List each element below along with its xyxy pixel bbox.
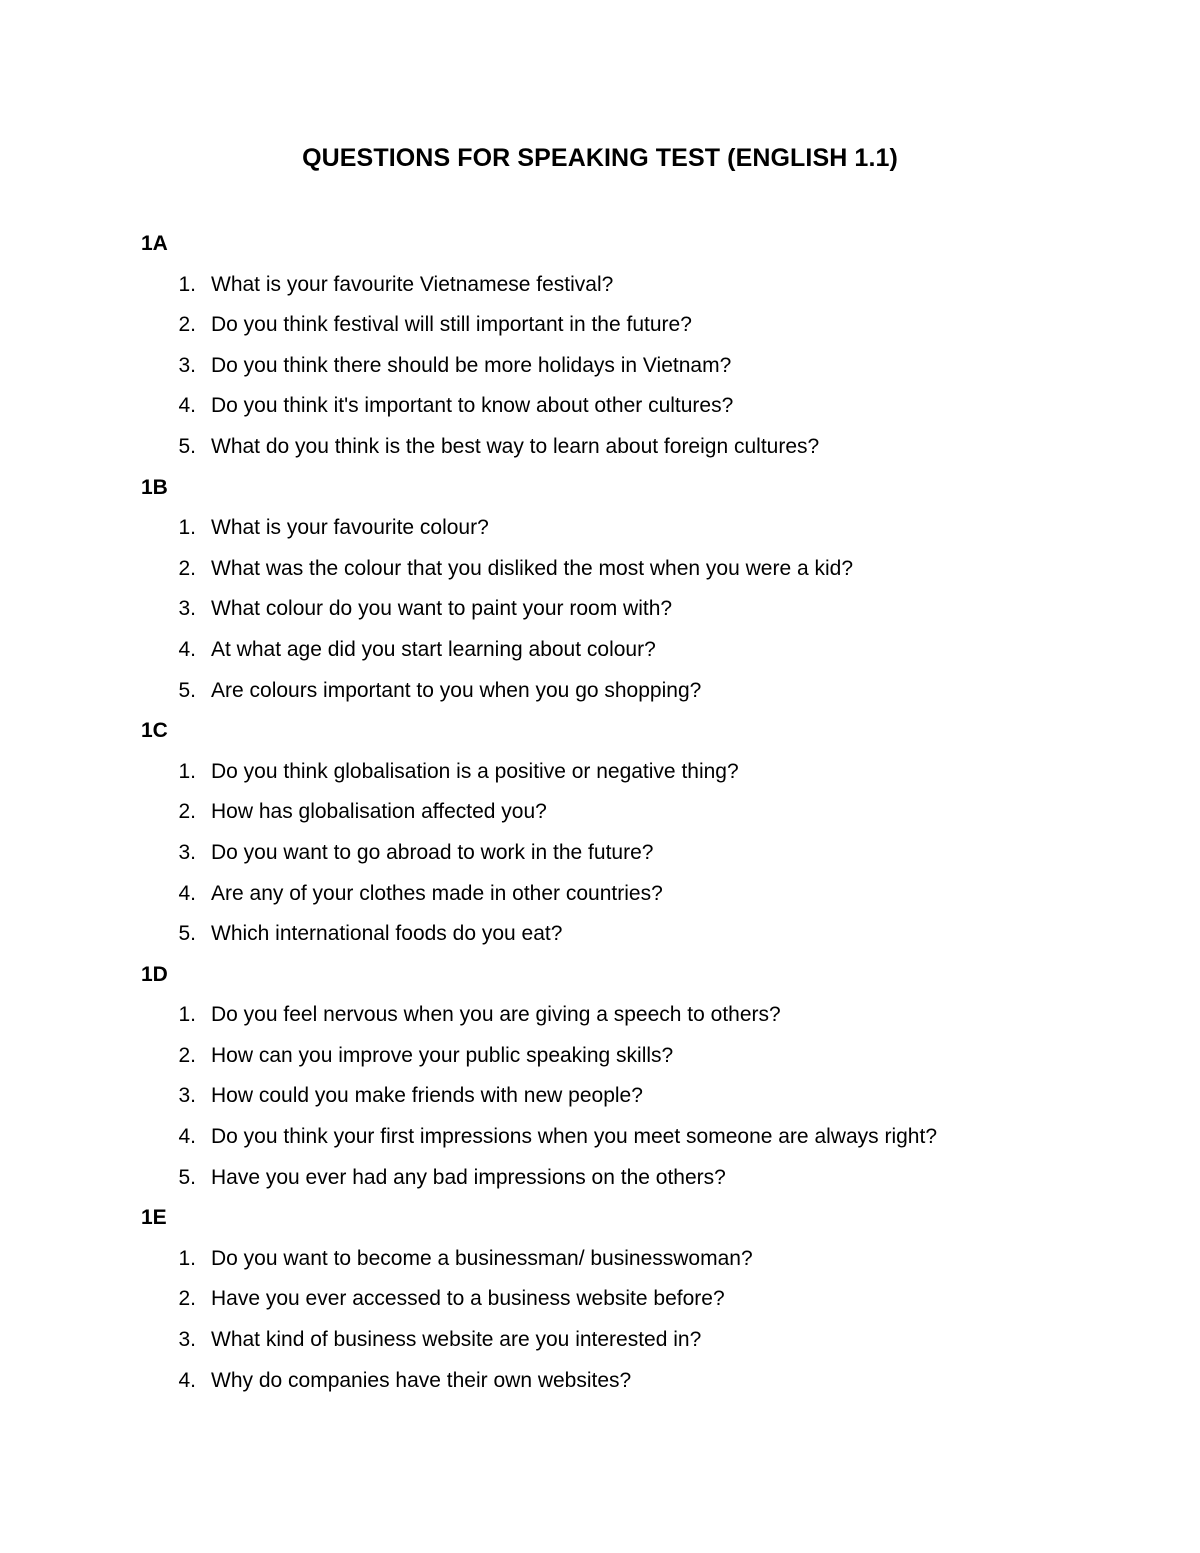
question-sections	[0, 228, 1200, 1405]
question-item	[0, 999, 1200, 1040]
section-heading: 1C	[141, 719, 168, 743]
question-number: 3.	[178, 1328, 196, 1352]
question-number: 4.	[178, 881, 196, 905]
question-item	[0, 1365, 1200, 1406]
question-text: Do you want to go abroad to work in the future?	[211, 840, 654, 864]
question-text: Do you think your first impressions when you meet someone are always right?	[211, 1125, 937, 1149]
question-item	[0, 796, 1200, 837]
question-text: What kind of business website are you interested in?	[211, 1328, 702, 1352]
question-text: Do you think festival will still important in the future?	[211, 313, 692, 337]
section-1a	[0, 228, 1200, 472]
question-number: 3.	[178, 840, 196, 864]
section-1d	[0, 959, 1200, 1203]
question-number: 3.	[178, 597, 196, 621]
question-text: What is your favourite Vietnamese festival?	[211, 272, 614, 296]
question-number: 2.	[178, 1287, 196, 1311]
question-list	[0, 269, 1200, 472]
question-number: 5.	[178, 434, 196, 458]
question-text: At what age did you start learning about colour?	[211, 637, 656, 661]
question-item	[0, 431, 1200, 472]
question-item	[0, 309, 1200, 350]
question-text: What is your favourite colour?	[211, 516, 489, 540]
section-1b	[0, 472, 1200, 716]
question-number: 4.	[178, 637, 196, 661]
question-item	[0, 1080, 1200, 1121]
question-text: What colour do you want to paint your room with?	[211, 597, 673, 621]
question-item	[0, 390, 1200, 431]
question-list	[0, 999, 1200, 1202]
section-1c	[0, 715, 1200, 959]
question-item	[0, 512, 1200, 553]
question-item	[0, 1283, 1200, 1324]
question-item	[0, 553, 1200, 594]
question-number: 1.	[178, 272, 196, 296]
question-item	[0, 593, 1200, 634]
question-item	[0, 1162, 1200, 1203]
section-heading: 1A	[141, 232, 168, 255]
question-text: Do you think it's important to know about other cultures?	[211, 394, 734, 418]
question-number: 5.	[178, 678, 196, 702]
question-text: Why do companies have their own websites?	[211, 1368, 632, 1392]
question-item	[0, 1040, 1200, 1081]
question-item	[0, 756, 1200, 797]
question-item	[0, 918, 1200, 959]
question-text: Are colours important to you when you go shopping?	[211, 678, 702, 702]
question-item	[0, 1121, 1200, 1162]
question-text: Do you feel nervous when you are giving a speech to others?	[211, 1003, 781, 1027]
question-list	[0, 1243, 1200, 1405]
question-number: 5.	[178, 922, 196, 946]
question-item	[0, 675, 1200, 716]
question-number: 1.	[178, 759, 196, 783]
question-item	[0, 1324, 1200, 1365]
question-item	[0, 350, 1200, 391]
question-text: How could you make friends with new people?	[211, 1084, 643, 1108]
question-number: 3.	[178, 353, 196, 377]
question-number: 1.	[178, 1246, 196, 1270]
question-number: 4.	[178, 1368, 196, 1392]
question-item	[0, 634, 1200, 675]
question-item	[0, 837, 1200, 878]
question-text: How can you improve your public speaking skills?	[211, 1043, 674, 1067]
section-heading: 1E	[141, 1206, 167, 1230]
question-item	[0, 1243, 1200, 1284]
question-text: Which international foods do you eat?	[211, 922, 563, 946]
question-text: Do you think there should be more holidays in Vietnam?	[211, 353, 732, 377]
question-number: 1.	[178, 516, 196, 540]
question-number: 4.	[178, 1125, 196, 1149]
question-number: 2.	[178, 800, 196, 824]
question-text: Have you ever accessed to a business website before?	[211, 1287, 725, 1311]
question-number: 4.	[178, 394, 196, 418]
question-item	[0, 878, 1200, 919]
question-text: How has globalisation affected you?	[211, 800, 547, 824]
question-number: 3.	[178, 1084, 196, 1108]
question-list	[0, 756, 1200, 959]
section-heading: 1B	[141, 475, 168, 499]
question-item	[0, 269, 1200, 310]
question-text: Are any of your clothes made in other countries?	[211, 881, 663, 905]
section-heading: 1D	[141, 962, 168, 986]
question-text: Do you want to become a businessman/ businesswoman?	[211, 1246, 753, 1270]
question-number: 2.	[178, 1043, 196, 1067]
document-title: QUESTIONS FOR SPEAKING TEST (ENGLISH 1.1)	[302, 144, 898, 172]
question-number: 5.	[178, 1165, 196, 1189]
section-1e	[0, 1202, 1200, 1405]
question-list	[0, 512, 1200, 715]
question-number: 2.	[178, 556, 196, 580]
question-text: Do you think globalisation is a positive or negative thing?	[211, 759, 739, 783]
question-number: 2.	[178, 313, 196, 337]
question-text: What do you think is the best way to learn about foreign cultures?	[211, 434, 820, 458]
question-text: What was the colour that you disliked the most when you were a kid?	[211, 556, 853, 580]
question-number: 1.	[178, 1003, 196, 1027]
question-text: Have you ever had any bad impressions on the others?	[211, 1165, 726, 1189]
